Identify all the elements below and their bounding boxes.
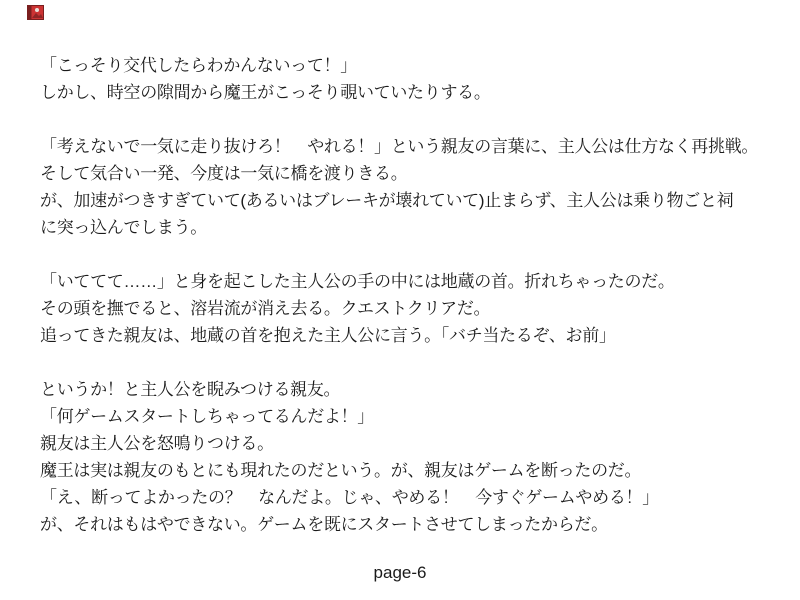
text-line: 「考えないで一気に走り抜けろ！ やれる！」という親友の言葉に、主人公は仕方なく再挑戦。 (40, 137, 759, 156)
paragraph (40, 376, 780, 538)
text-line: 追ってきた親友は、地蔵の首を抱えた主人公に言う。「バチ当たるぞ、お前」 (40, 326, 616, 345)
text-line: 「こっそり交代したらわかんないって！」 (40, 56, 357, 75)
text-line: 「え、断ってよかったの？ なんだよ。じゃ、やめる！ 今すぐゲームやめる！」 (40, 488, 659, 507)
text-line: 親友は主人公を怒鳴りつける。 (40, 434, 274, 453)
text-line: 「何ゲームスタートしちゃってるんだよ！」 (40, 407, 374, 426)
text-line: その頭を撫でると、溶岩流が消え去る。クエストクリアだ。 (40, 299, 491, 318)
story-text (40, 52, 780, 565)
broken-image-icon (27, 5, 44, 20)
text-line: に突っ込んでしまう。 (40, 218, 207, 237)
page-number: page-6 (373, 563, 427, 582)
text-line: そして気合い一発、今度は一気に橋を渡りきる。 (40, 164, 408, 183)
text-line: 魔王は実は親友のもとにも現れたのだという。が、親友はゲームを断ったのだ。 (40, 461, 642, 480)
paragraph (40, 268, 780, 349)
text-line: が、加速がつきすぎていて(あるいはブレーキが壊れていて)止まらず、主人公は乗り物ごと祠 (40, 191, 734, 210)
page-footer (0, 559, 800, 586)
paragraph (40, 133, 780, 241)
text-line: が、それはもはやできない。ゲームを既にスタートさせてしまったからだ。 (40, 515, 608, 534)
text-line: というか！と主人公を睨みつける親友。 (40, 380, 341, 399)
text-line: しかし、時空の隙間から魔王がこっそり覗いていたりする。 (40, 83, 491, 102)
paragraph (40, 52, 780, 106)
text-line: 「いててて……」と身を起こした主人公の手の中には地蔵の首。折れちゃったのだ。 (40, 272, 675, 291)
